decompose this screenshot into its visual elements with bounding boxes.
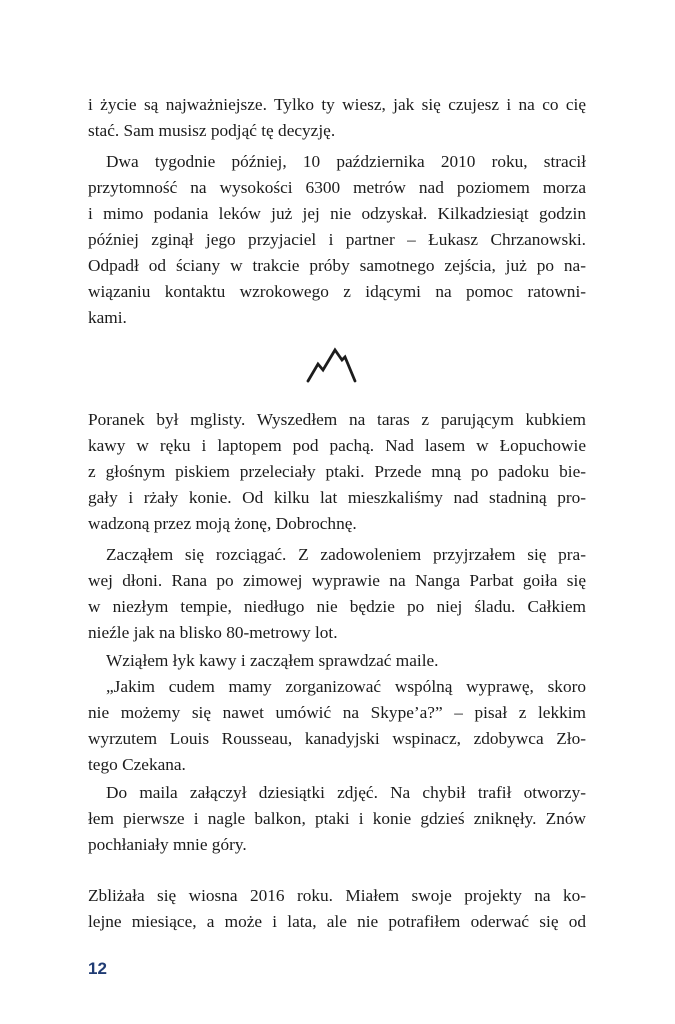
text-line: Zacząłem się rozciągać. Z zadowoleniem przyjrzałem się pra- bbox=[106, 545, 586, 564]
text-line: „Jakim cudem mamy zorganizować wspólną wyprawę, skoro bbox=[106, 677, 586, 696]
text-line: stać. Sam musisz podjąć tę decyzję. bbox=[88, 121, 336, 140]
text-line: i życie są najważniejsze. Tylko ty wiesz, jak się czujesz i na co cię bbox=[88, 95, 586, 114]
text-line: nie możemy się nawet umówić na Skype’a?” – pisał z lekkim bbox=[88, 703, 586, 722]
text-line: w niezłym tempie, niedługo nie będzie po niej śladu. Całkiem bbox=[88, 597, 586, 616]
text-line: przytomność na wysokości 6300 metrów nad poziomem morza bbox=[88, 178, 586, 197]
text-line: Dwa tygodnie później, 10 października 2010 roku, stracił bbox=[106, 152, 586, 171]
text-line: Do maila załączył dziesiątki zdjęć. Na chybił trafił otworzy- bbox=[106, 783, 586, 802]
text-line: Wziąłem łyk kawy i zacząłem sprawdzać maile. bbox=[106, 651, 439, 670]
text-line: wej dłoni. Rana po zimowej wyprawie na Nanga Parbat goiła się bbox=[88, 571, 586, 590]
text-line: wyrzutem Louis Rousseau, kanadyjski wspinacz, zdobywca Zło- bbox=[88, 729, 586, 748]
mountain-icon bbox=[305, 346, 357, 384]
text-line: gały i rżały konie. Od kilku lat mieszkaliśmy nad stadniną pro- bbox=[88, 488, 586, 507]
text-line: kami. bbox=[88, 308, 127, 327]
text-line: tego Czekana. bbox=[88, 755, 186, 774]
text-line: z głośnym piskiem przeleciały ptaki. Przede mną po padoku bie- bbox=[88, 462, 586, 481]
text-line: wadzoną przez moją żonę, Dobrochnę. bbox=[88, 514, 357, 533]
text-line: Poranek był mglisty. Wyszedłem na taras z parującym kubkiem bbox=[88, 410, 586, 429]
page-number: 12 bbox=[88, 959, 107, 978]
text-line: później zginął jego przyjaciel i partner – Łukasz Chrzanowski. bbox=[88, 230, 586, 249]
text-line: lejne miesiące, a może i lata, ale nie potrafiłem oderwać się od bbox=[88, 912, 586, 931]
text-line: Zbliżała się wiosna 2016 roku. Miałem swoje projekty na ko- bbox=[88, 886, 586, 905]
text-line: Odpadł od ściany w trakcie próby samotnego zejścia, już po na- bbox=[88, 256, 586, 275]
text-line: pochłaniały mnie góry. bbox=[88, 835, 247, 854]
text-line: łem pierwsze i nagle balkon, ptaki i konie gdzieś zniknęły. Znów bbox=[88, 809, 586, 828]
text-line: wiązaniu kontaktu wzrokowego z idącymi na pomoc ratowni- bbox=[88, 282, 586, 301]
text-line: kawy w ręku i laptopem pod pachą. Nad lasem w Łopuchowie bbox=[88, 436, 586, 455]
text-line: i mimo podania leków już jej nie odzyskał. Kilkadziesiąt godzin bbox=[88, 204, 586, 223]
text-line: nieźle jak na blisko 80-metrowy lot. bbox=[88, 623, 338, 642]
